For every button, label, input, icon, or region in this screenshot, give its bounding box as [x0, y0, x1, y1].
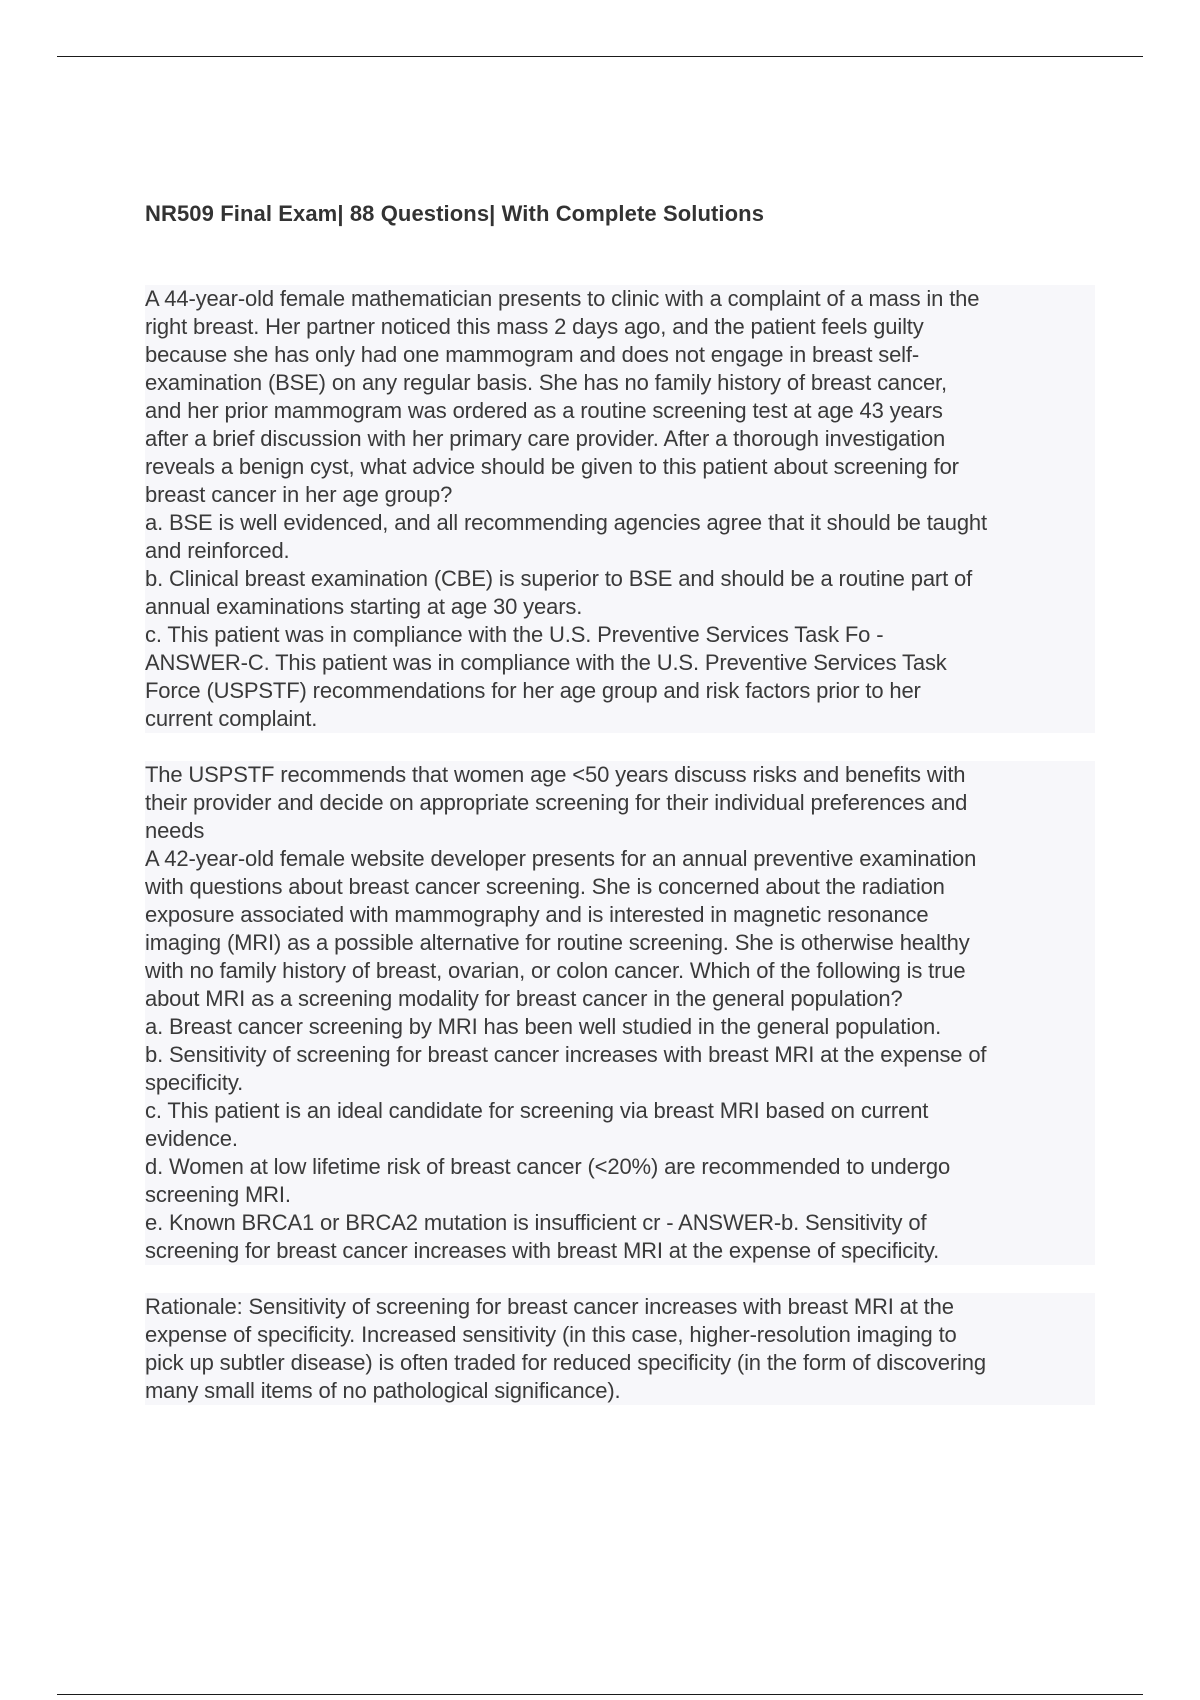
- paragraph-gap: [145, 733, 1095, 761]
- document-body: [145, 285, 1095, 1405]
- footer-rule: [57, 1694, 1143, 1695]
- paragraph-gap: [145, 1265, 1095, 1293]
- document-title: NR509 Final Exam| 88 Questions| With Complete Solutions: [145, 201, 765, 226]
- header-rule: [57, 56, 1143, 57]
- question-block-2: The USPSTF recommends that women age <50 years discuss risks and benefits with their provider and decide on appropriate screening for their individual preferences and needs A 42-year-old female website developer presents for an annual preventive examination with questions about breast cancer screening. She is concerned about the radiation exposure associated with mammography and is interested in magnetic resonance imaging (MRI) as a possible alternative for routine screening. She is otherwise healthy with no family history of breast, ovarian, or colon cancer. Which of the following is true about MRI as a screening modality for breast cancer in the general population? a. Breast cancer screening by MRI has been well studied in the general population. b. Sensitivity of screening for breast cancer increases with breast MRI at the expense of specificity. c. This patient is an ideal candidate for screening via breast MRI based on current evidence. d. Women at low lifetime risk of breast cancer (<20%) are recommended to undergo screening MRI. e. Known BRCA1 or BRCA2 mutation is insufficient cr - ANSWER-b. Sensitivity of screening for breast cancer increases with breast MRI at the expense of specificity.: [145, 761, 1095, 1265]
- question-block-1: A 44-year-old female mathematician presents to clinic with a complaint of a mass in the right breast. Her partner noticed this mass 2 days ago, and the patient feels guilty because she has only had one mammogram and does not engage in breast self- examination (BSE) on any regular basis. She has no family history of breast cancer, and her prior mammogram was ordered as a routine screening test at age 43 years after a brief discussion with her primary care provider. After a thorough investigation reveals a benign cyst, what advice should be given to this patient about screening for breast cancer in her age group? a. BSE is well evidenced, and all recommending agencies agree that it should be taught and reinforced. b. Clinical breast examination (CBE) is superior to BSE and should be a routine part of annual examinations starting at age 30 years. c. This patient was in compliance with the U.S. Preventive Services Task Fo - ANSWER-C. This patient was in compliance with the U.S. Preventive Services Task Force (USPSTF) recommendations for her age group and risk factors prior to her current complaint.: [145, 285, 1095, 733]
- rationale-block: Rationale: Sensitivity of screening for breast cancer increases with breast MRI at the expense of specificity. Increased sensitivity (in this case, higher-resolution imaging to pick up subtler disease) is often traded for reduced specificity (in the form of discovering many small items of no pathological significance).: [145, 1293, 1095, 1405]
